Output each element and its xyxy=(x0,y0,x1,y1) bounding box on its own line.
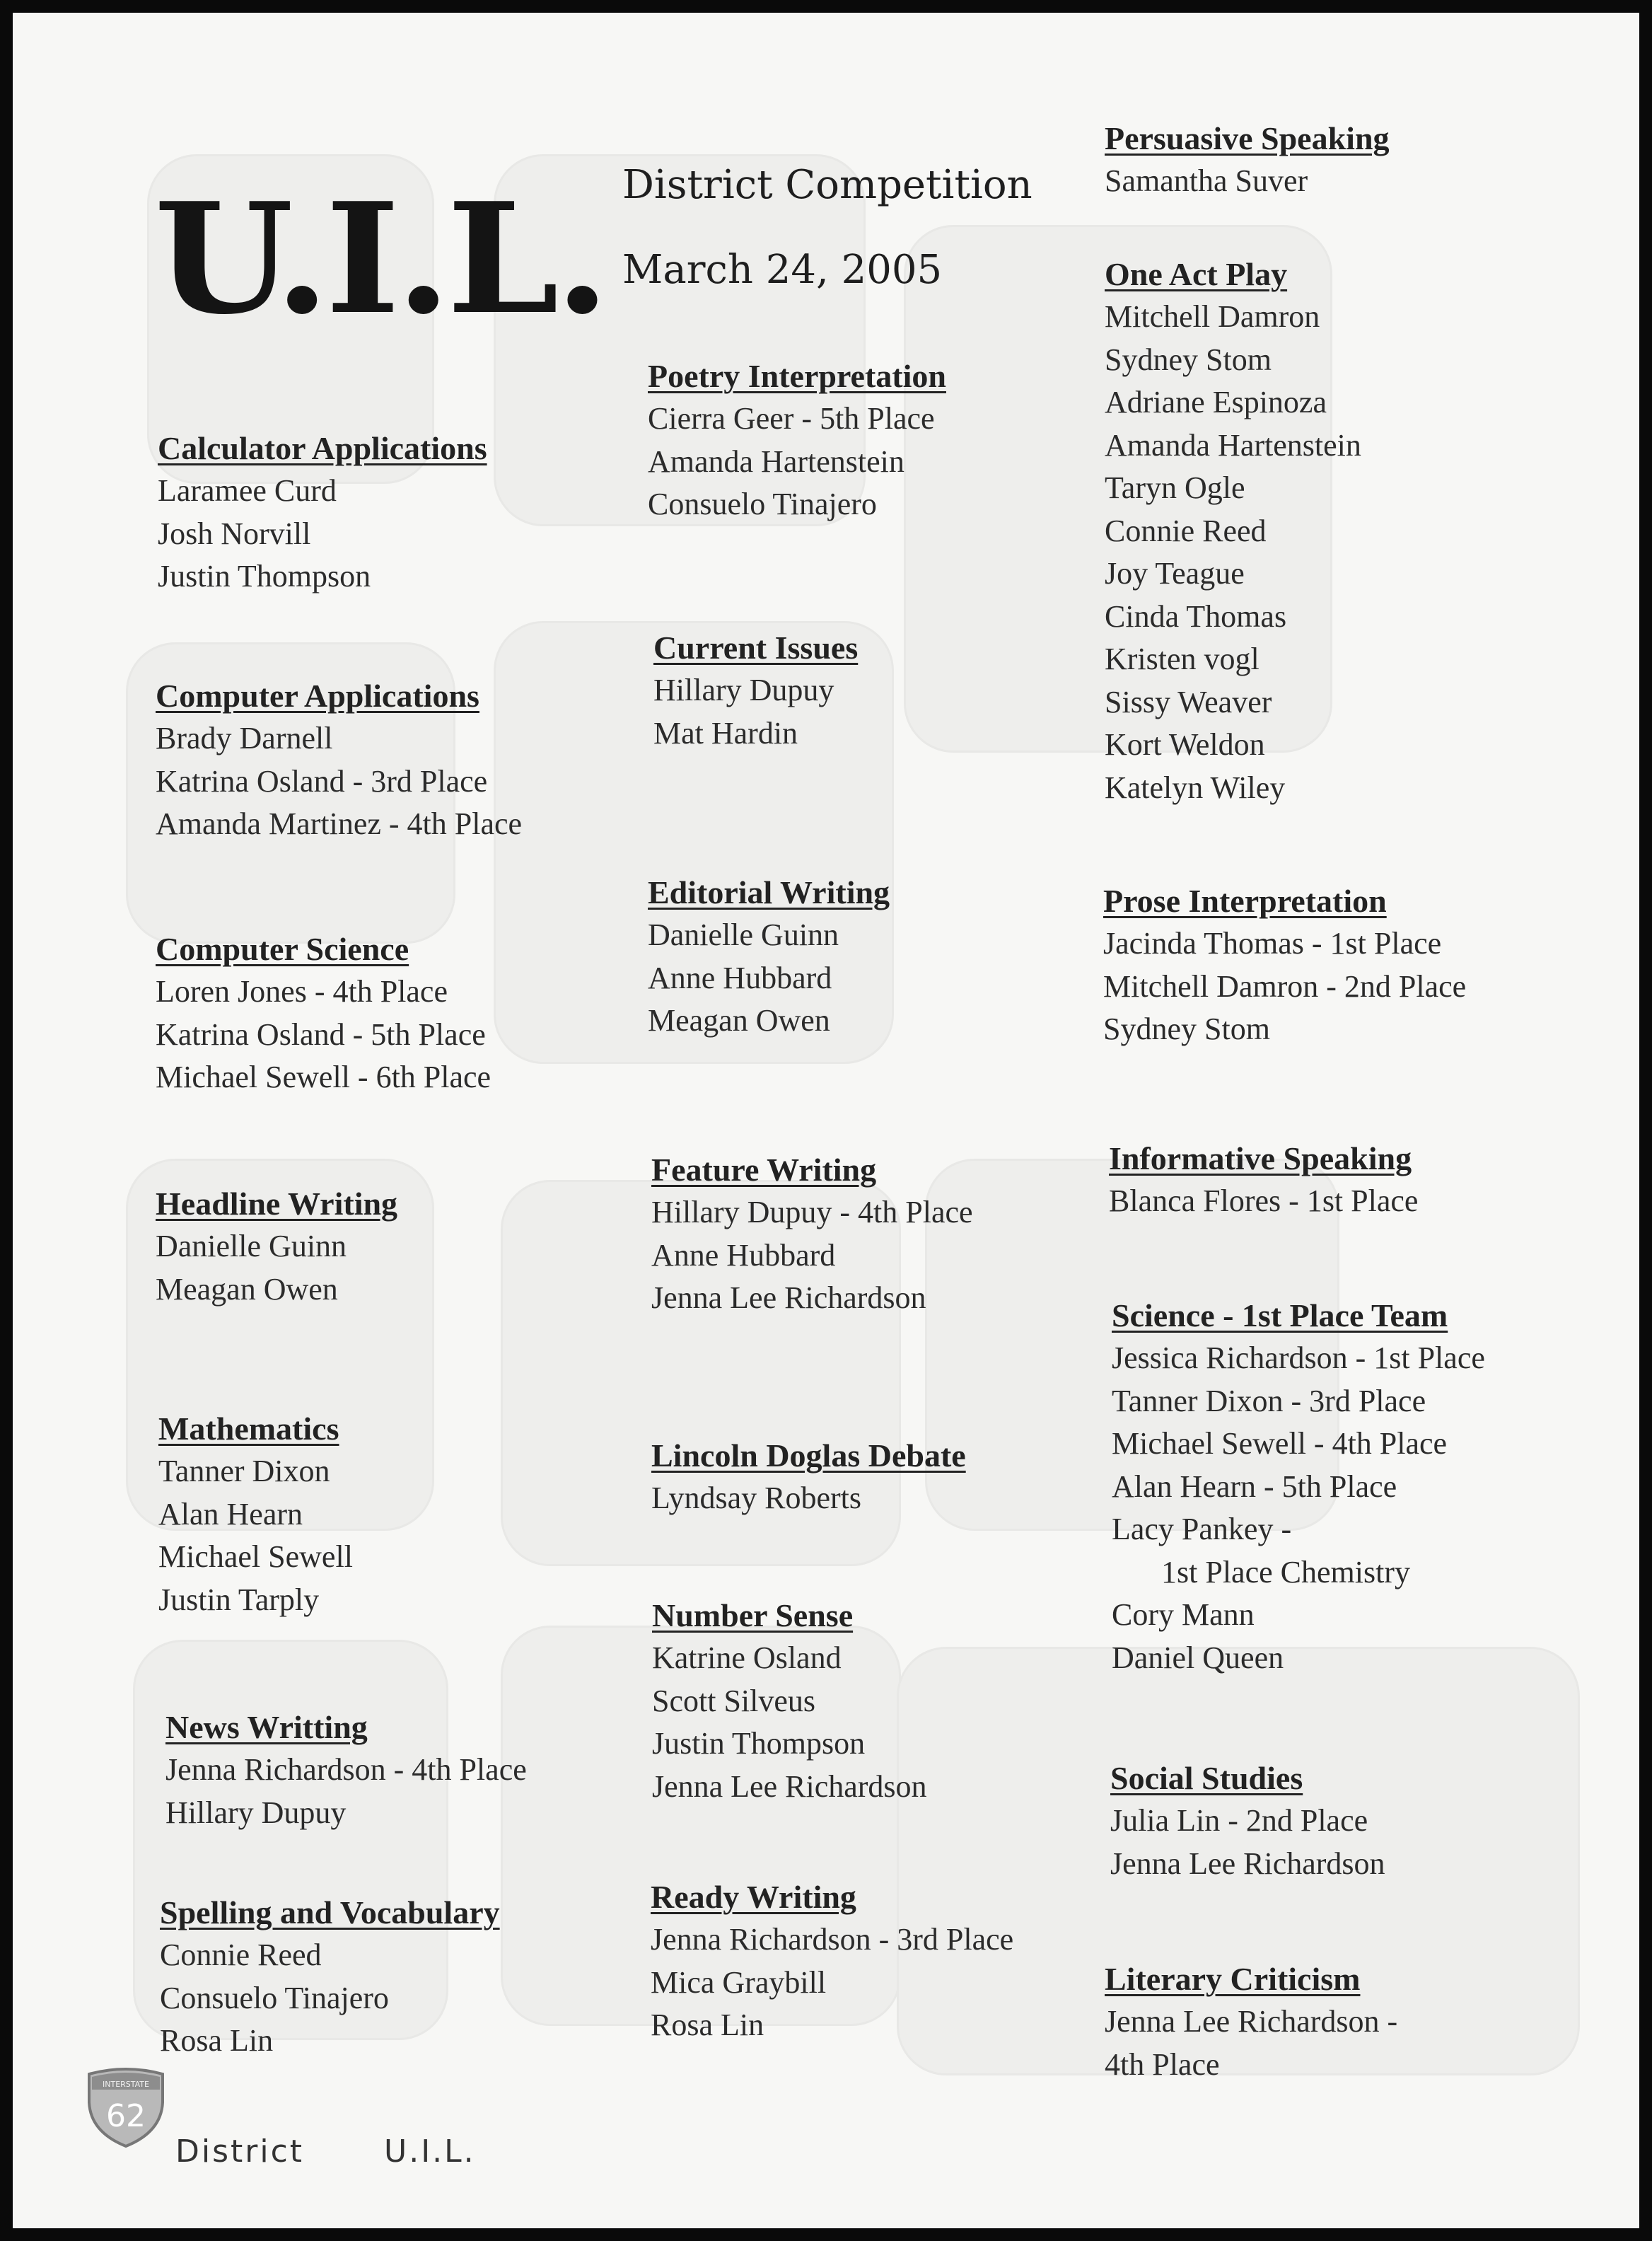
list-item: Amanda Martinez - 4th Place xyxy=(156,806,523,841)
list-item: Kort Weldon xyxy=(1105,727,1265,762)
section-title: Lincoln Doglas Debate xyxy=(651,1437,966,1473)
list-item: Jenna Richardson - 4th Place xyxy=(165,1752,527,1787)
list-item: Jenna Lee Richardson xyxy=(1110,1846,1385,1881)
list-item: Mitchell Damron xyxy=(1105,299,1320,334)
list-item: Mica Graybill xyxy=(651,1964,827,2000)
list-item: Sydney Stom xyxy=(1105,342,1272,377)
list-item: Hillary Dupuy - 4th Place xyxy=(651,1195,973,1229)
uil-logo: U.I.L. xyxy=(154,169,606,348)
section-title: Feature Writing xyxy=(651,1152,877,1188)
list-item: Joy Teague xyxy=(1105,556,1245,591)
list-item: Katrine Osland xyxy=(652,1640,842,1675)
list-item: Hillary Dupuy xyxy=(653,673,834,707)
section-title: Informative Speaking xyxy=(1109,1140,1412,1176)
badge-top-text: INTERSTATE xyxy=(103,2080,149,2089)
section-title: Poetry Interpretation xyxy=(648,358,946,394)
footer-uil-label: U.I.L. xyxy=(384,2133,476,2170)
section-lincoln-douglas-debate xyxy=(651,1435,966,1520)
section-title: Headline Writing xyxy=(156,1186,398,1222)
list-item: Jenna Lee Richardson - xyxy=(1105,2004,1398,2039)
list-item: Cinda Thomas xyxy=(1105,598,1287,634)
list-item: Jenna Lee Richardson xyxy=(651,1280,926,1315)
section-news-writing xyxy=(165,1706,527,1834)
section-title: Mathematics xyxy=(158,1411,339,1447)
list-item: Amanda Hartenstein xyxy=(648,444,904,479)
list-item: Connie Reed xyxy=(1105,513,1267,548)
competition-date: March 24, 2005 xyxy=(622,247,943,293)
list-item: Justin Tarply xyxy=(158,1582,320,1617)
list-item: Justin Thompson xyxy=(158,559,371,593)
footer-district-label: District xyxy=(175,2133,305,2170)
section-title: Computer Applications xyxy=(156,678,479,714)
list-item: Consuelo Tinajero xyxy=(648,487,877,521)
list-item: Adriane Espinoza xyxy=(1105,385,1327,419)
list-item: Danielle Guinn xyxy=(648,917,839,952)
list-item: Sydney Stom xyxy=(1103,1012,1270,1046)
section-title: Literary Criticism xyxy=(1105,1961,1361,1997)
list-item: Tanner Dixon xyxy=(158,1454,330,1488)
list-item: Michael Sewell - 4th Place xyxy=(1112,1426,1448,1461)
section-informative-speaking xyxy=(1109,1137,1418,1223)
list-item: 1st Place Chemistry xyxy=(1161,1554,1410,1589)
section-ready-writing xyxy=(651,1876,1013,2047)
interstate-62-shield-icon xyxy=(82,2061,170,2149)
list-item: Sissy Weaver xyxy=(1105,684,1272,719)
list-item: Rosa Lin xyxy=(160,2023,274,2058)
list-item: Jenna Lee Richardson xyxy=(652,1768,927,1804)
section-title: Social Studies xyxy=(1110,1760,1303,1796)
list-item: Alan Hearn xyxy=(158,1496,303,1531)
competition-title: District Competition xyxy=(622,162,1032,208)
list-item: Danielle Guinn xyxy=(156,1229,347,1263)
section-computer-applications xyxy=(156,675,522,846)
badge-number: 62 xyxy=(106,2098,146,2134)
section-title: News Writting xyxy=(165,1709,368,1745)
list-item: Scott Silveus xyxy=(652,1683,816,1718)
list-item: Amanda Hartenstein xyxy=(1105,427,1361,463)
section-headline-writing xyxy=(156,1183,397,1311)
list-item: Meagan Owen xyxy=(648,1003,830,1038)
list-item: Laramee Curd xyxy=(158,473,337,508)
section-title: Computer Science xyxy=(156,931,409,967)
list-item: Loren Jones - 4th Place xyxy=(156,974,448,1009)
list-item: Katrina Osland - 3rd Place xyxy=(156,763,488,799)
list-item: Cierra Geer - 5th Place xyxy=(648,401,935,436)
section-social-studies xyxy=(1110,1757,1385,1885)
section-title: Spelling and Vocabulary xyxy=(160,1894,500,1930)
list-item: Cory Mann xyxy=(1112,1597,1255,1632)
list-item: Kristen vogl xyxy=(1105,642,1260,676)
section-title: Prose Interpretation xyxy=(1103,883,1387,919)
list-item: Katrina Osland - 5th Place xyxy=(156,1017,486,1052)
section-spelling-and-vocabulary xyxy=(160,1892,500,2063)
section-title: Current Issues xyxy=(653,630,859,666)
list-item: Daniel Queen xyxy=(1112,1640,1284,1675)
yearbook-page xyxy=(13,13,1639,2228)
list-item: Meagan Owen xyxy=(156,1271,338,1307)
list-item: Connie Reed xyxy=(160,1938,322,1972)
section-mathematics xyxy=(158,1408,353,1621)
section-persuasive-speaking xyxy=(1105,117,1390,203)
list-item: Jacinda Thomas - 1st Place xyxy=(1103,926,1442,961)
section-literary-criticism xyxy=(1105,1958,1397,2086)
section-prose-interpretation xyxy=(1103,880,1466,1051)
list-item: 4th Place xyxy=(1105,2046,1220,2082)
list-item: Justin Thompson xyxy=(652,1726,866,1761)
section-calculator-applications xyxy=(158,427,487,598)
section-one-act-play xyxy=(1105,253,1361,809)
section-title: Science - 1st Place Team xyxy=(1112,1297,1448,1333)
section-title: Calculator Applications xyxy=(158,430,487,466)
list-item: Tanner Dixon - 3rd Place xyxy=(1112,1383,1426,1418)
section-number-sense xyxy=(652,1594,927,1808)
list-item: Taryn Ogle xyxy=(1105,470,1245,505)
section-poetry-interpretation xyxy=(648,355,946,526)
list-item: Samantha Suver xyxy=(1105,163,1308,198)
list-item: Jessica Richardson - 1st Place xyxy=(1112,1340,1485,1375)
list-item: Alan Hearn - 5th Place xyxy=(1112,1469,1397,1504)
section-feature-writing xyxy=(651,1149,973,1320)
section-title: Persuasive Speaking xyxy=(1105,120,1390,156)
section-science-team xyxy=(1112,1295,1485,1679)
list-item: Michael Sewell - 6th Place xyxy=(156,1060,491,1094)
list-item: Consuelo Tinajero xyxy=(160,1980,389,2015)
section-current-issues xyxy=(653,627,858,755)
list-item: Julia Lin - 2nd Place xyxy=(1110,1803,1368,1838)
list-item: Lacy Pankey - xyxy=(1112,1512,1292,1546)
section-title: Number Sense xyxy=(652,1597,854,1633)
section-title: Ready Writing xyxy=(651,1879,856,1915)
list-item: Mat Hardin xyxy=(653,715,798,751)
list-item: Blanca Flores - 1st Place xyxy=(1109,1183,1419,1218)
list-item: Mitchell Damron - 2nd Place xyxy=(1103,968,1467,1004)
list-item: Lyndsay Roberts xyxy=(651,1481,861,1515)
section-computer-science xyxy=(156,928,491,1099)
list-item: Brady Darnell xyxy=(156,721,333,755)
list-item: Hillary Dupuy xyxy=(165,1795,347,1830)
list-item: Anne Hubbard xyxy=(651,1237,836,1273)
list-item: Michael Sewell xyxy=(158,1539,353,1574)
list-item: Jenna Richardson - 3rd Place xyxy=(651,1922,1014,1957)
list-item: Josh Norvill xyxy=(158,516,311,551)
list-item: Anne Hubbard xyxy=(648,960,832,995)
list-item: Katelyn Wiley xyxy=(1105,770,1286,805)
list-item: Rosa Lin xyxy=(651,2008,764,2042)
section-title: Editorial Writing xyxy=(648,874,890,910)
section-title: One Act Play xyxy=(1105,256,1288,292)
section-editorial-writing xyxy=(648,872,890,1043)
